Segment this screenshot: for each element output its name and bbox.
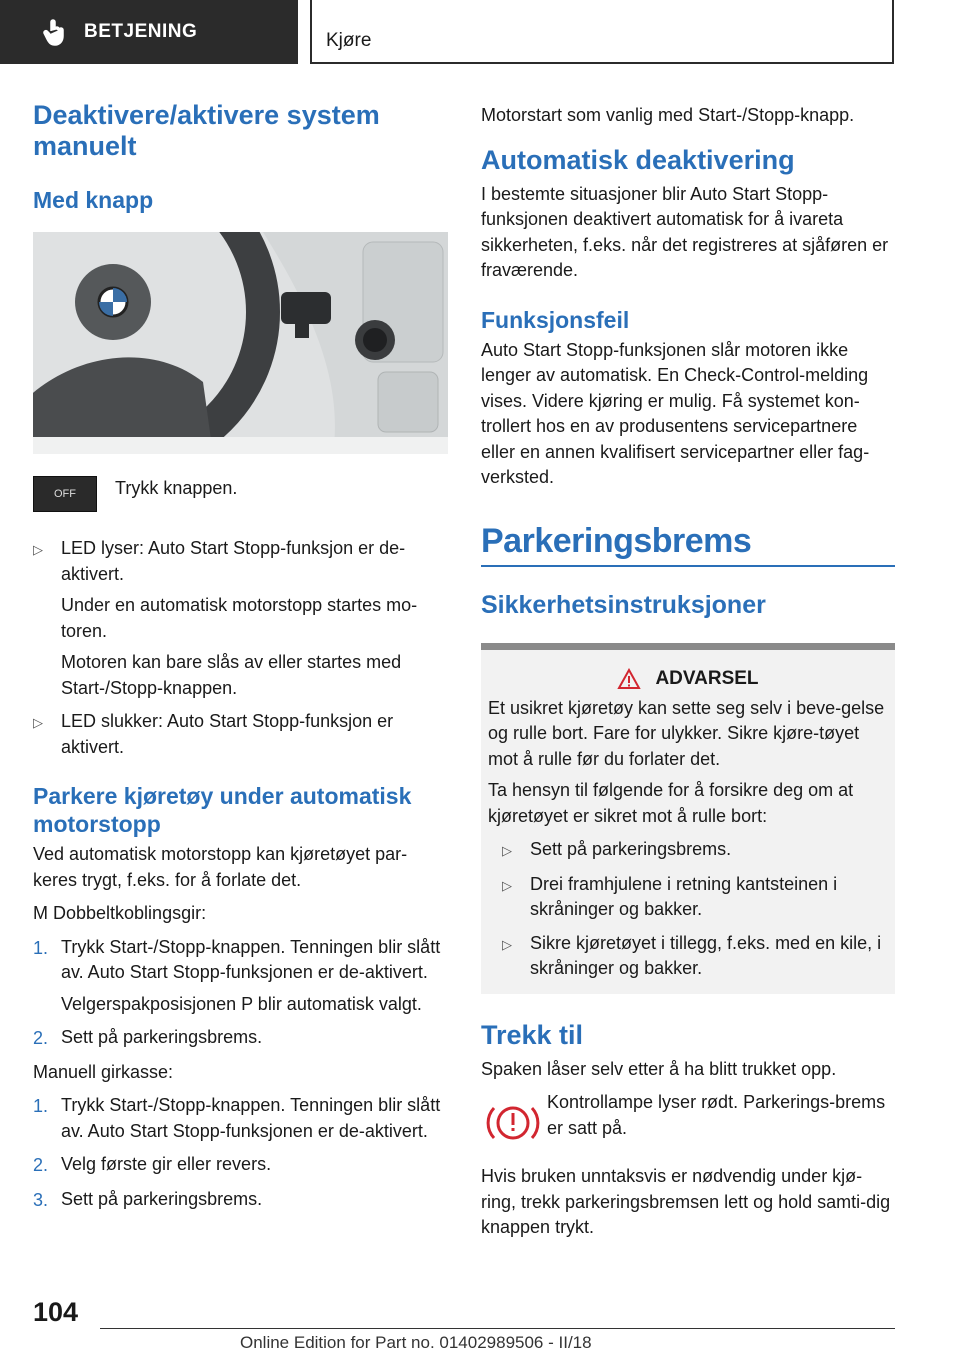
dct-label: M Dobbeltkoblingsgir: xyxy=(33,903,207,923)
warning-paragraph: Et usikret kjøretøy kan sette seg selv i beve-gelse og rulle bort. Fare for ulykker. Sikre kjøre-tøyet mot å rulle før du forlater det. xyxy=(488,697,885,769)
list-item-note: Under en automatisk motorstopp startes mo-toren. xyxy=(61,595,418,641)
intro-text: Motorstart som vanlig med Start-/Stopp-knapp. xyxy=(481,105,855,125)
manual-gearbox-label: Manuell girkasse: xyxy=(33,1061,174,1082)
right-column xyxy=(481,100,895,1241)
list-item: ▷ LED lyser: Auto Start Stopp-funksjon er de-aktivert. xyxy=(33,538,406,584)
step-item: 1. Trykk Start-/Stopp-knappen. Tenningen blir slått av. Auto Start Stopp-funksjonen er de-aktivert. xyxy=(33,936,441,982)
section-label: BETJENING xyxy=(84,21,198,42)
step-item: 1. Trykk Start-/Stopp-knappen. Tenningen blir slått av. Auto Start Stopp-funksjonen er de-aktivert. xyxy=(33,1095,441,1141)
auto-deactivation-paragraph: I bestemte situasjoner blir Auto Start Stopp-funksjonen deaktivert automatisk for å ivareta sikkerheten, f.eks. når det registreres at sjåføren er fraværende. xyxy=(481,183,889,280)
warning-paragraph: Ta hensyn til følgende for å forsikre deg om at kjøretøyet er sikret mot å rulle bort: xyxy=(488,780,854,826)
edition-text: Online Edition for Part no. 01402989506 - II/18 xyxy=(240,1333,592,1352)
heading-malfunction: Funksjonsfeil xyxy=(481,306,630,333)
step-note: Velgerspakposisjonen P blir automatisk valgt. xyxy=(61,993,422,1014)
steering-wheel-illustration xyxy=(33,232,448,454)
heading-park-vehicle: Parkere kjøretøy under automatisk motorstopp xyxy=(33,783,412,837)
heading-parking-brake: Parkeringsbrems xyxy=(481,521,752,560)
parking-brake-lamp-icon xyxy=(485,1100,541,1146)
chapter-tab xyxy=(310,0,894,64)
warning-list-item: ▷ Sikre kjøretøyet i tillegg, f.eks. med en kile, i skråninger og bakker. xyxy=(502,932,882,978)
auto-start-stop-button-icon xyxy=(33,476,97,512)
park-paragraph: Ved automatisk motorstopp kan kjøretøyet par-keres trygt, f.eks. for å forlate det. xyxy=(33,844,408,890)
heading-safety: Sikkerhetsinstruksjoner xyxy=(481,590,766,619)
footer-divider xyxy=(100,1328,895,1329)
button-off-label: OFF xyxy=(54,488,76,500)
left-column xyxy=(33,100,448,1213)
malfunction-paragraph: Auto Start Stopp-funksjonen slår motoren ikke lenger av automatisk. En Check-Control-melding vises. Videre kjøring er mulig. Få systemet kon-trollert hos en av produsentens servicepartnere eller en annen kvalifisert servicepartner eller fag-verksted. xyxy=(481,339,870,487)
warning-title: ADVARSEL xyxy=(655,667,759,689)
warning-triangle-icon xyxy=(617,668,641,690)
warning-box xyxy=(481,643,895,994)
list-item-note: Motoren kan bare slås av eller startes med Start-/Stopp-knappen. xyxy=(61,652,402,698)
chapter-label: Kjøre xyxy=(326,30,372,51)
heading-with-button: Med knapp xyxy=(33,187,154,213)
lamp-caption: Kontrollampe lyser rødt. Parkerings-brems er satt på. xyxy=(547,1092,886,1138)
heading-engage: Trekk til xyxy=(481,1019,584,1050)
page-number: 104 xyxy=(33,1297,79,1327)
warning-list-item: ▷ Drei framhjulene i retning kantsteinen i skråninger og bakker. xyxy=(502,873,838,919)
hand-pointer-icon xyxy=(40,17,70,47)
warning-list-item: ▷ Sett på parkeringsbrems. xyxy=(502,839,732,859)
list-item: ▷ LED slukker: Auto Start Stopp-funksjon er aktivert. xyxy=(33,711,394,757)
heading-manual-toggle: Deaktivere/aktivere system manuelt xyxy=(33,100,380,161)
engage-paragraph: Spaken låser selv etter å ha blitt trukket opp. xyxy=(481,1058,837,1079)
step-item: 2. Sett på parkeringsbrems. xyxy=(33,1027,263,1048)
press-button-text: Trykk knappen. xyxy=(115,478,238,498)
section-tab xyxy=(0,0,298,64)
heading-auto-deactivation: Automatisk deaktivering xyxy=(481,144,795,175)
emergency-paragraph: Hvis bruken unntaksvis er nødvendig under kjø-ring, trekk parkeringsbremsen lett og hold samti-dig knappen trykt. xyxy=(481,1166,891,1237)
step-item: 2. Velg første gir eller revers. xyxy=(33,1154,272,1175)
step-item: 3. Sett på parkeringsbrems. xyxy=(33,1188,263,1210)
